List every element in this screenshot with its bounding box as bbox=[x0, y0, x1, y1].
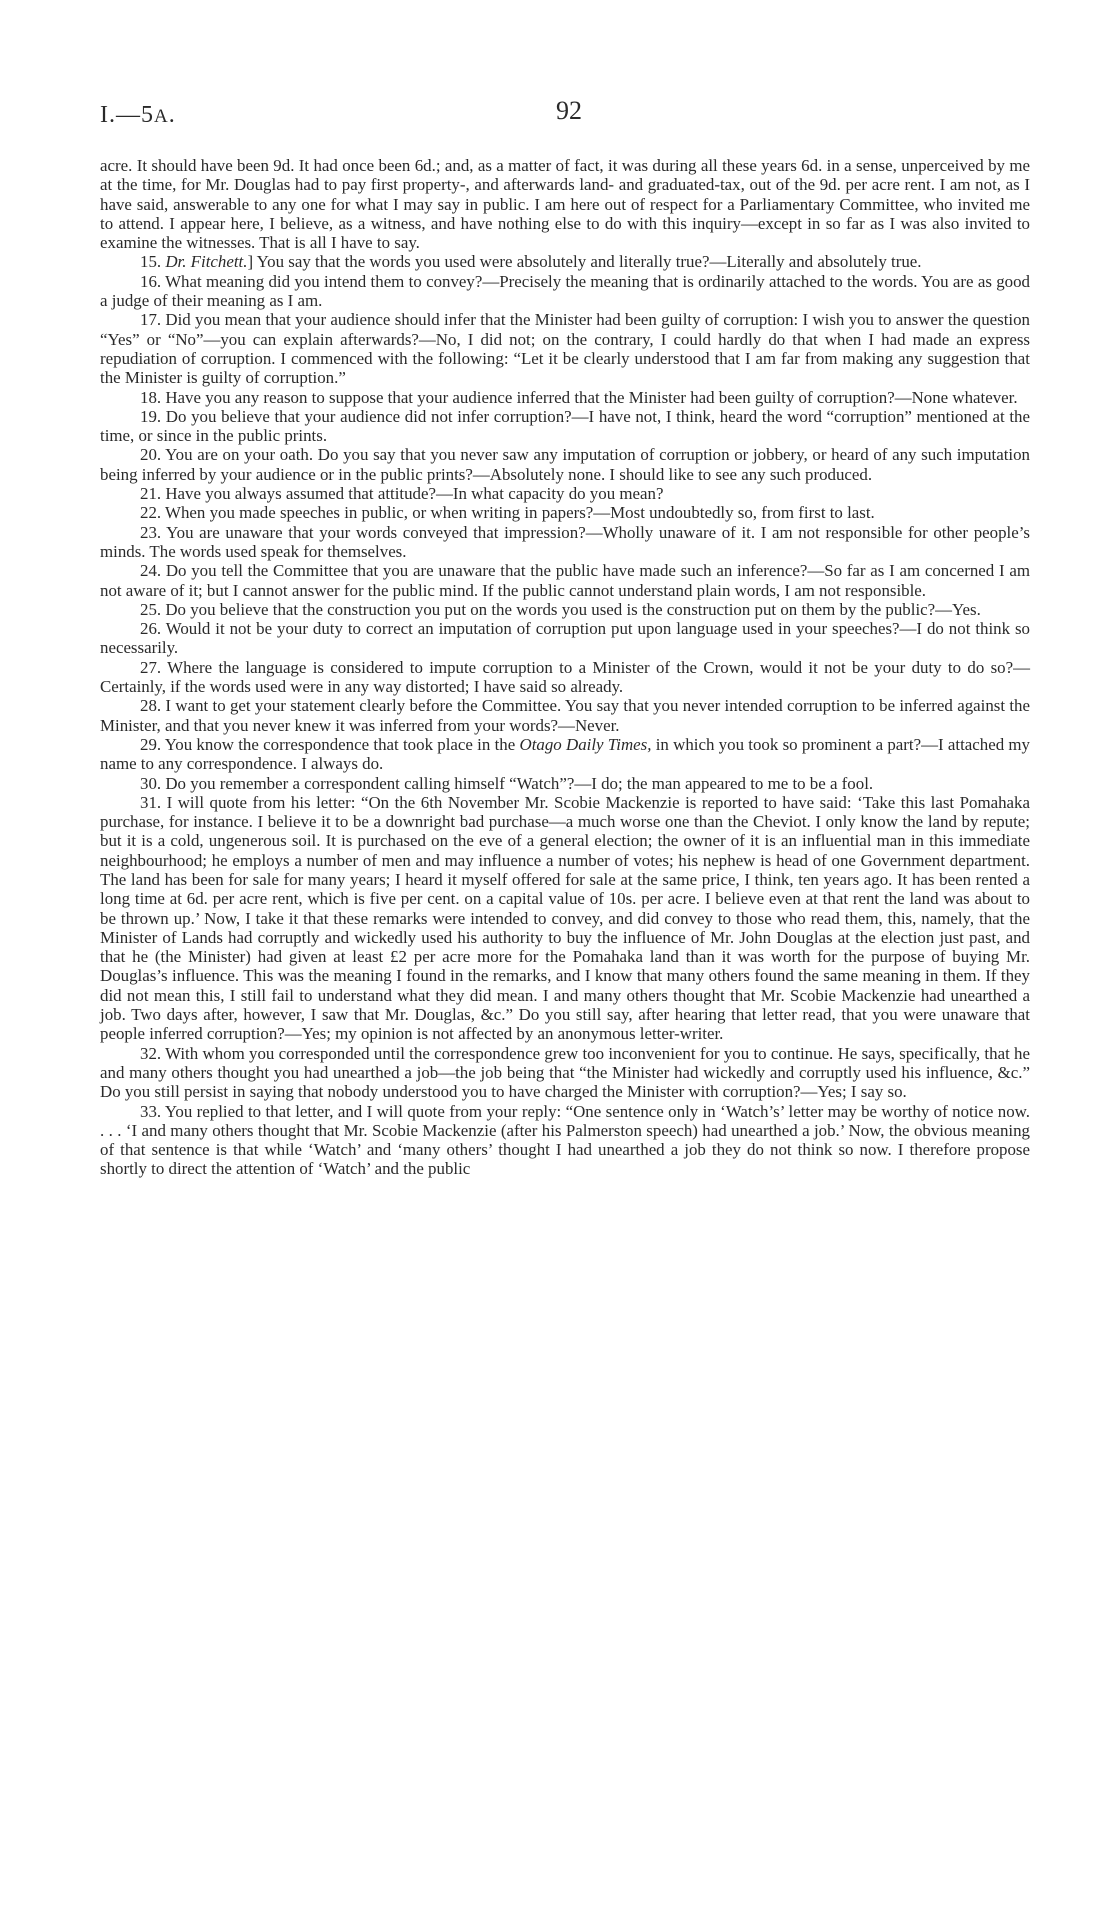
evidence-paragraph bbox=[100, 445, 1030, 484]
evidence-paragraph bbox=[100, 735, 1030, 774]
evidence-paragraph bbox=[100, 310, 1030, 387]
evidence-paragraph bbox=[100, 1102, 1030, 1179]
paragraph-text: ] You say that the words you used were absolutely and literally true?—Literally and absolutely true. bbox=[247, 252, 922, 272]
paragraph-text: 30. Do you remember a correspondent calling himself “Watch”?—I do; the man appeared to me to be a fool. bbox=[140, 773, 874, 793]
paper-reference-dot: . bbox=[168, 102, 176, 128]
evidence-paragraph bbox=[100, 561, 1030, 600]
paragraph-text: acre. It should have been 9d. It had once been 6d.; and, as a matter of fact, it was during all these years 6d. in a sense, unperceived by me at the time, for Mr. Douglas had to pay first property-, and afterwards land- and graduated-tax, out of the 9d. per acre rent. I am not, as I have said, answerable to any one for what I may say in public. I am here out of respect for a Parliamentary Committee, who invited me to attend. I appear here, I believe, as a witness, and have nothing else to do with this inquiry—except in so far as I was also invited to examine the witnesses. That is all I have to say. bbox=[100, 156, 1030, 253]
paragraph-text: 16. What meaning did you intend them to convey?—Precisely the meaning that is ordinarily attached to the words. You are as good a judge of their meaning as I am. bbox=[100, 271, 1030, 311]
evidence-paragraph bbox=[100, 658, 1030, 697]
italic-text: Dr. Fitchett. bbox=[165, 252, 248, 272]
evidence-paragraph bbox=[100, 484, 1030, 503]
paper-reference-suffix: A bbox=[154, 106, 169, 127]
evidence-paragraph bbox=[100, 272, 1030, 311]
document-body bbox=[100, 156, 1030, 1179]
paper-reference-main: I.—5 bbox=[100, 102, 154, 128]
page-header bbox=[100, 96, 1030, 156]
paragraph-text: in which you took so prominent a part?—I attached my name to any correspondence. I always do. bbox=[100, 734, 1031, 774]
paragraph-text: 20. You are on your oath. Do you say that you never saw any imputation of corruption or jobbery, or heard of any such imputation being inferred by your audience or in the public prints?—Absolutely none. I should like to see any such produced. bbox=[100, 445, 1030, 484]
paragraph-text: 18. Have you any reason to suppose that your audience inferred that the Minister had been guilty of corruption?—None whatever. bbox=[140, 387, 1018, 407]
evidence-paragraph bbox=[100, 696, 1030, 735]
page-number: 92 bbox=[556, 96, 582, 125]
evidence-paragraph bbox=[100, 523, 1030, 562]
paragraph-text: 19. Do you believe that your audience did not infer corruption?—I have not, I think, heard the word “corruption” mentioned at the time, or since in the public prints. bbox=[100, 406, 1030, 446]
evidence-paragraph bbox=[100, 793, 1030, 1044]
paragraph-text: 28. I want to get your statement clearly before the Committee. You say that you never intended corruption to be inferred against the Minister, and that you never knew it was inferred from your words?—Never. bbox=[100, 696, 1030, 735]
paragraph-text: 33. You replied to that letter, and I will quote from your reply: “One sentence only in ‘Watch’s’ letter may be worthy of notice now. . . . ‘I and many others thought that Mr. Scobie Mackenzie (after his Palmerston speech) had unearthed a job.’ Now, the obvious meaning of that sentence is that while ‘Watch’ and ‘many others’ thought I had unearthed a job they do not think so now. I therefore propose shortly to direct the attention of ‘Watch’ and the public bbox=[100, 1101, 1030, 1179]
paragraph-text: 23. You are unaware that your words conveyed that impression?—Wholly unaware of it. I am not responsible for other people’s minds. The words used speak for themselves. bbox=[100, 522, 1030, 561]
evidence-paragraph bbox=[100, 1044, 1030, 1102]
paragraph-text: 22. When you made speeches in public, or when writing in papers?—Most undoubtedly so, from first to last. bbox=[140, 503, 875, 523]
italic-text: Otago Daily Times, bbox=[519, 734, 652, 754]
evidence-paragraph bbox=[100, 600, 1030, 619]
evidence-paragraph bbox=[100, 252, 1030, 271]
paragraph-text: 25. Do you believe that the construction you put on the words you used is the construction put on them by the public?—Yes. bbox=[140, 599, 981, 619]
evidence-paragraph bbox=[100, 503, 1030, 522]
evidence-paragraph bbox=[100, 407, 1030, 446]
paper-reference bbox=[100, 102, 176, 129]
paragraph-text: 32. With whom you corresponded until the correspondence grew too inconvenient for you to continue. He says, specifically, that he and many others thought you had unearthed a job—the job being that “the Minister had wickedly and corruptly used his influence, &c.” Do you still persist in saying that nobody understood you to have charged the Minister with corruption?—Yes; I say so. bbox=[100, 1043, 1030, 1102]
continued-paragraph bbox=[100, 156, 1030, 252]
evidence-paragraph bbox=[100, 388, 1030, 407]
paragraph-text: 29. You know the correspondence that took place in the bbox=[140, 734, 520, 754]
paragraph-text: 17. Did you mean that your audience should infer that the Minister had been guilty of corruption: I wish you to answer the question “Yes” or “No”—you can explain afterwards?—No, I did not; on the contrary, I could hardly do that when I had made an express repudiation of corruption. I commenced with the following: “Let it be clearly understood that I am far from making any suggestion that the Minister is guilty of corruption.” bbox=[100, 310, 1030, 388]
evidence-paragraph bbox=[100, 774, 1030, 793]
evidence-paragraph bbox=[100, 619, 1030, 658]
paragraph-text: 24. Do you tell the Committee that you are unaware that the public have made such an inference?—So far as I am concerned I am not aware of it; but I cannot answer for the public mind. If the public cannot understand plain words, I am not responsible. bbox=[100, 561, 1030, 600]
paragraph-text: 21. Have you always assumed that attitude?—In what capacity do you mean? bbox=[140, 484, 664, 504]
paragraph-text: 26. Would it not be your duty to correct an imputation of corruption put upon language used in your speeches?—I do not think so necessarily. bbox=[100, 619, 1030, 658]
paragraph-text: 31. I will quote from his letter: “On the 6th November Mr. Scobie Mackenzie is reported to have said: ‘Take this last Pomahaka purchase, for instance. I believe it to be a downright bad purchase—a much worse one than the Cheviot. I only know the land by repute; but it is a cold, ungenerous soil. It is purchased on the eve of a general election; the owner of it is an influential man in this immediate neighbourhood; he employs a number of men and may influence a number of votes; his nephew is head of one Government department. The land has been for sale for many years; I heard it myself offered for sale at the same price, I think, ten years ago. It has been rented a long time at 6d. per acre rent, which is five per cent. on a capital value of 10s. per acre. I believe even at that rent the land was about to be thrown up.’ Now, I take it that these remarks were intended to convey, and did convey to those who read them, this, namely, that the Minister of Lands had corruptly and wickedly used his authority to buy the influence of Mr. John Douglas at the election just past, and that he (the Minister) had given at least £2 per acre more for the Pomahaka land than it was worth for the purpose of buying Mr. Douglas’s influence. This was the meaning I found in the remarks, and I know that many others found the same meaning in them. If they did not mean this, I still fail to understand what they did mean. I and many others thought that Mr. Scobie Mackenzie had unearthed a job. Two days after, however, I saw that Mr. Douglas, &c.” Do you still say, after hearing that letter read, that you were unaware that people inferred corruption?—Yes; my opinion is not affected by an anonymous letter-writer. bbox=[100, 792, 1030, 1044]
paragraph-text: 15. bbox=[140, 252, 166, 272]
paragraph-text: 27. Where the language is considered to impute corruption to a Minister of the Crown, would it not be your duty to do so?—Certainly, if the words used were in any way distorted; I have said so already. bbox=[100, 657, 1030, 697]
